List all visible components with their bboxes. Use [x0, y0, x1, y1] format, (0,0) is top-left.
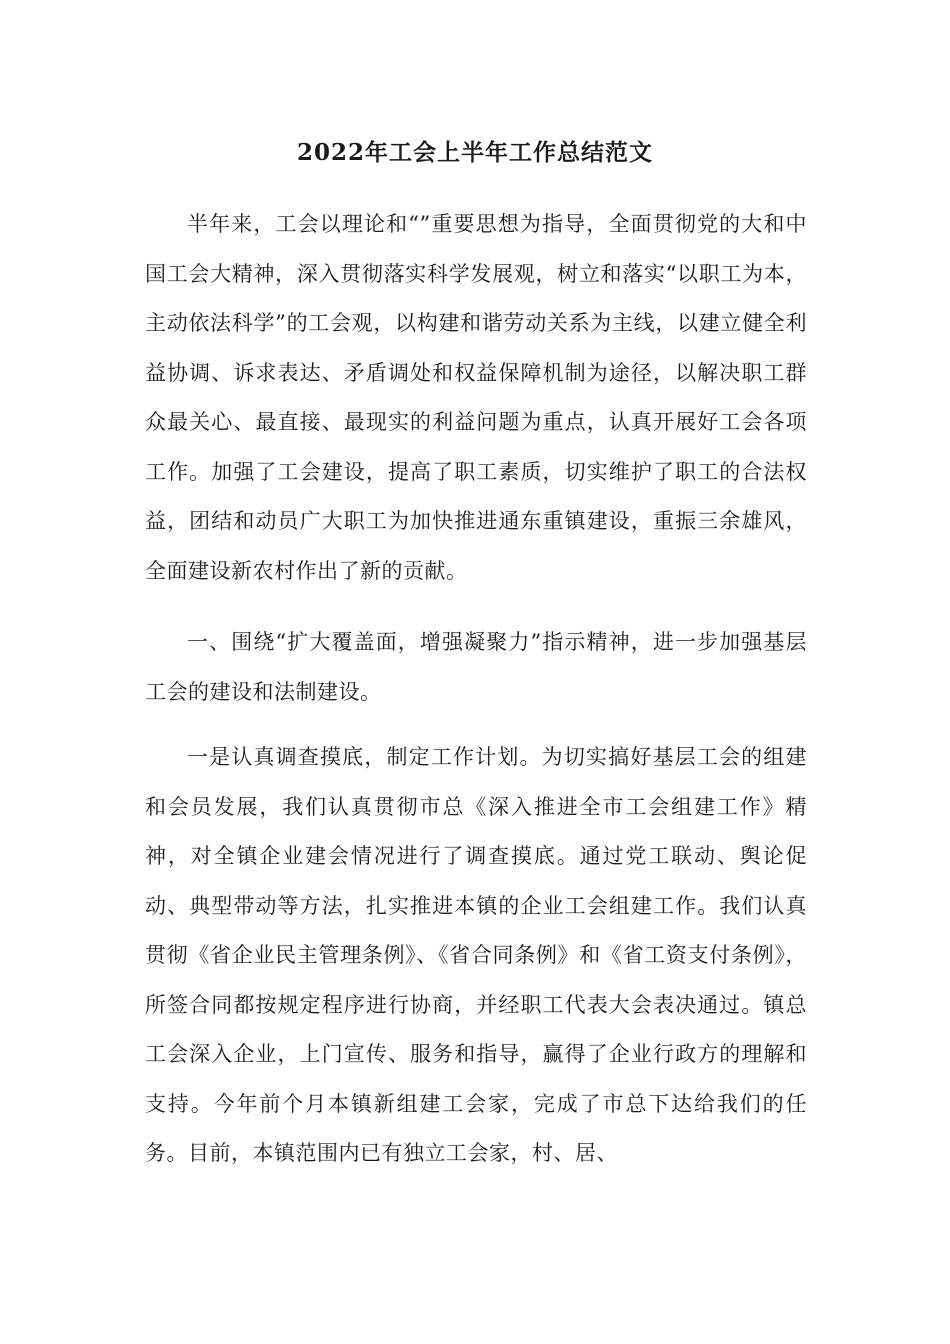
paragraph-intro: 半年来，工会以理论和“”重要思想为指导，全面贯彻党的大和中国工会大精神，深入贯彻落实科学发展观，树立和落实“以职工为本，主动依法科学”的工会观，以构建和谐劳动关系为主线，以建立健全利益协调、诉求表达、矛盾调处和权益保障机制为途径，以解决职工群众最关心、最直接、最现实的利益问题为重点，认真开展好工会各项工作。加强了工会建设，提高了职工素质，切实维护了职工的合法权益，团结和动员广大职工为加快推进通东重镇建设，重振三余雄风，全面建设新农村作出了新的贡献。: [145, 212, 807, 583]
paragraph-section-heading: 一、围绕“扩大覆盖面，增强凝聚力”指示精神，进一步加强基层工会的建设和法制建设。: [145, 630, 807, 704]
document-title: 2022年工会上半年工作总结范文: [296, 139, 653, 166]
paragraph-item-one: 一是认真调查摸底，制定工作计划。为切实搞好基层工会的组建和会员发展，我们认真贯彻市总《深入推进全市工会组建工作》精神，对全镇企业建会情况进行了调查摸底。通过党工联动、舆论促动、典型带动等方法，扎实推进本镇的企业工会组建工作。我们认真贯彻《省企业民主管理条例》、《省合同条例》和《省工资支付条例》，所签合同都按规定程序进行协商，并经职工代表大会表决通过。镇总工会深入企业，上门宣传、服务和指导，赢得了企业行政方的理解和支持。今年前个月本镇新组建工会家，完成了市总下达给我们的任务。目前，本镇范围内已有独立工会家，村、居、: [145, 745, 807, 1165]
